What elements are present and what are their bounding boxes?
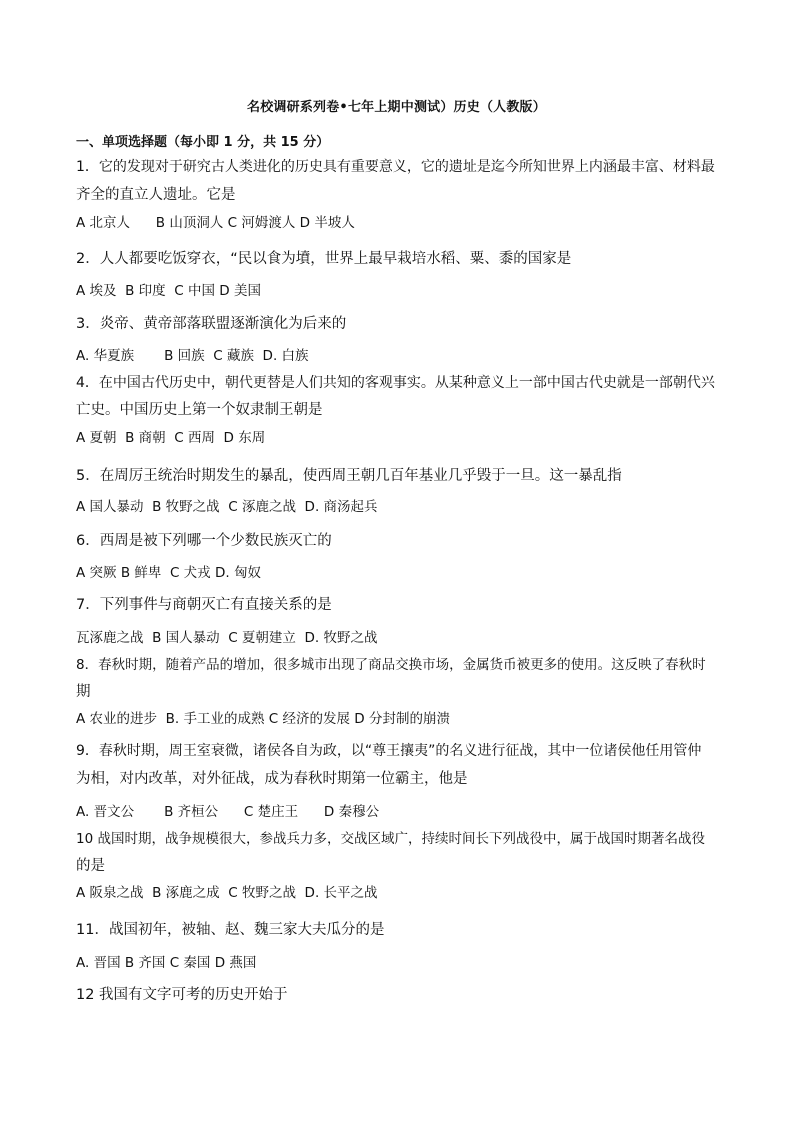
question-8-text: 8．春秋时期，随着产品的增加，很多城市出现了商品交换市场，金属货币被更多的使用。这反映了春秋时	[76, 657, 706, 673]
question-5-text: 5．在周厉王统治时期发生的暴乱，使西周王朝几百年基业几乎毁于一旦。这一暴乱指	[76, 468, 622, 484]
question-7-options: 瓦涿鹿之战 B 国人暴动 C 夏朝建立 D. 牧野之战	[76, 630, 378, 646]
question-11-text: 11．战国初年，被轴、赵、魏三家大夫瓜分的是	[76, 922, 385, 938]
question-7-text: 7．下列事件与商朝灭亡有直接关系的是	[76, 597, 332, 613]
question-9-text: 9．春秋时期，周王室衰微，诸侯各自为政，以“尊王攘夷”的名义进行征战，其中一位诸侯他任用管仲	[76, 743, 702, 759]
question-1-text-cont: 齐全的直立人遗址。它是	[76, 187, 236, 203]
question-2-text: 2．人人都要吃饭穿衣，“民以食为墳，世界上最早栽培水稻、粟、黍的国家是	[76, 251, 572, 267]
question-12-text: 12 我国有文字可考的历史开始于	[76, 987, 288, 1003]
question-4-text: 4．在中国古代历史中，朝代更替是人们共知的客观事实。从某种意义上一部中国古代史就是一部朝代兴	[76, 375, 715, 391]
question-10-options: A 阪泉之战 B 涿鹿之成 C 牧野之战 D. 长平之战	[76, 885, 378, 901]
question-11-options: A. 晋国 B 齐国 C 秦国 D 燕国	[76, 955, 257, 971]
question-5-options: A 国人暴动 B 牧野之战 C 涿鹿之战 D. 商汤起兵	[76, 499, 378, 515]
question-10-text-cont: 的是	[76, 858, 105, 874]
question-9-text-cont: 为相，对内改革，对外征战，成为春秋时期第一位霸主，他是	[76, 771, 468, 787]
question-3-options: A. 华夏族 B 回族 C 藏族 D. 白族	[76, 348, 309, 364]
question-6-text: 6．西周是被下列哪一个少数民族灭亡的	[76, 533, 332, 549]
question-4-text-cont: 亡史。中国历史上第一个奴隶制王朝是	[76, 402, 323, 418]
question-3-text: 3．炎帝、黄帝部落联盟逐渐演化为后来的	[76, 316, 347, 332]
question-8-text-cont: 期	[76, 684, 91, 700]
question-9-options: A. 晋文公 B 齐桓公 C 楚庄王 D 秦穆公	[76, 804, 380, 820]
question-6-options: A 突厥 B 鲜卑 C 犬戎 D. 匈奴	[76, 565, 261, 581]
question-8-options: A 农业的进步 B. 手工业的成熟 C 经济的发展 D 分封制的崩溃	[76, 711, 450, 727]
question-2-options: A 埃及 B 印度 C 中国 D 美国	[76, 283, 261, 299]
question-10-text: 10 战国时期，战争规模很大，参战兵力多，交战区域广，持续时间长下列战役中，属于战国时期著名战役	[76, 831, 705, 847]
question-1-text: 1．它的发现对于研究古人类进化的历史具有重要意义，它的遗址是迄今所知世界上内涵最丰富、材料最	[76, 159, 715, 175]
section-heading: 一、单项选择题（每小即 1 分，共 15 分）	[76, 135, 330, 150]
question-1-options: A 北京人 B 山顶洞人 C 河姆渡人 D 半坡人	[76, 215, 355, 231]
question-4-options: A 夏朝 B 商朝 C 西周 D 东周	[76, 430, 266, 446]
page-title: 名校调研系列卷•七年上期中测试）历史（人教版）	[247, 100, 546, 115]
